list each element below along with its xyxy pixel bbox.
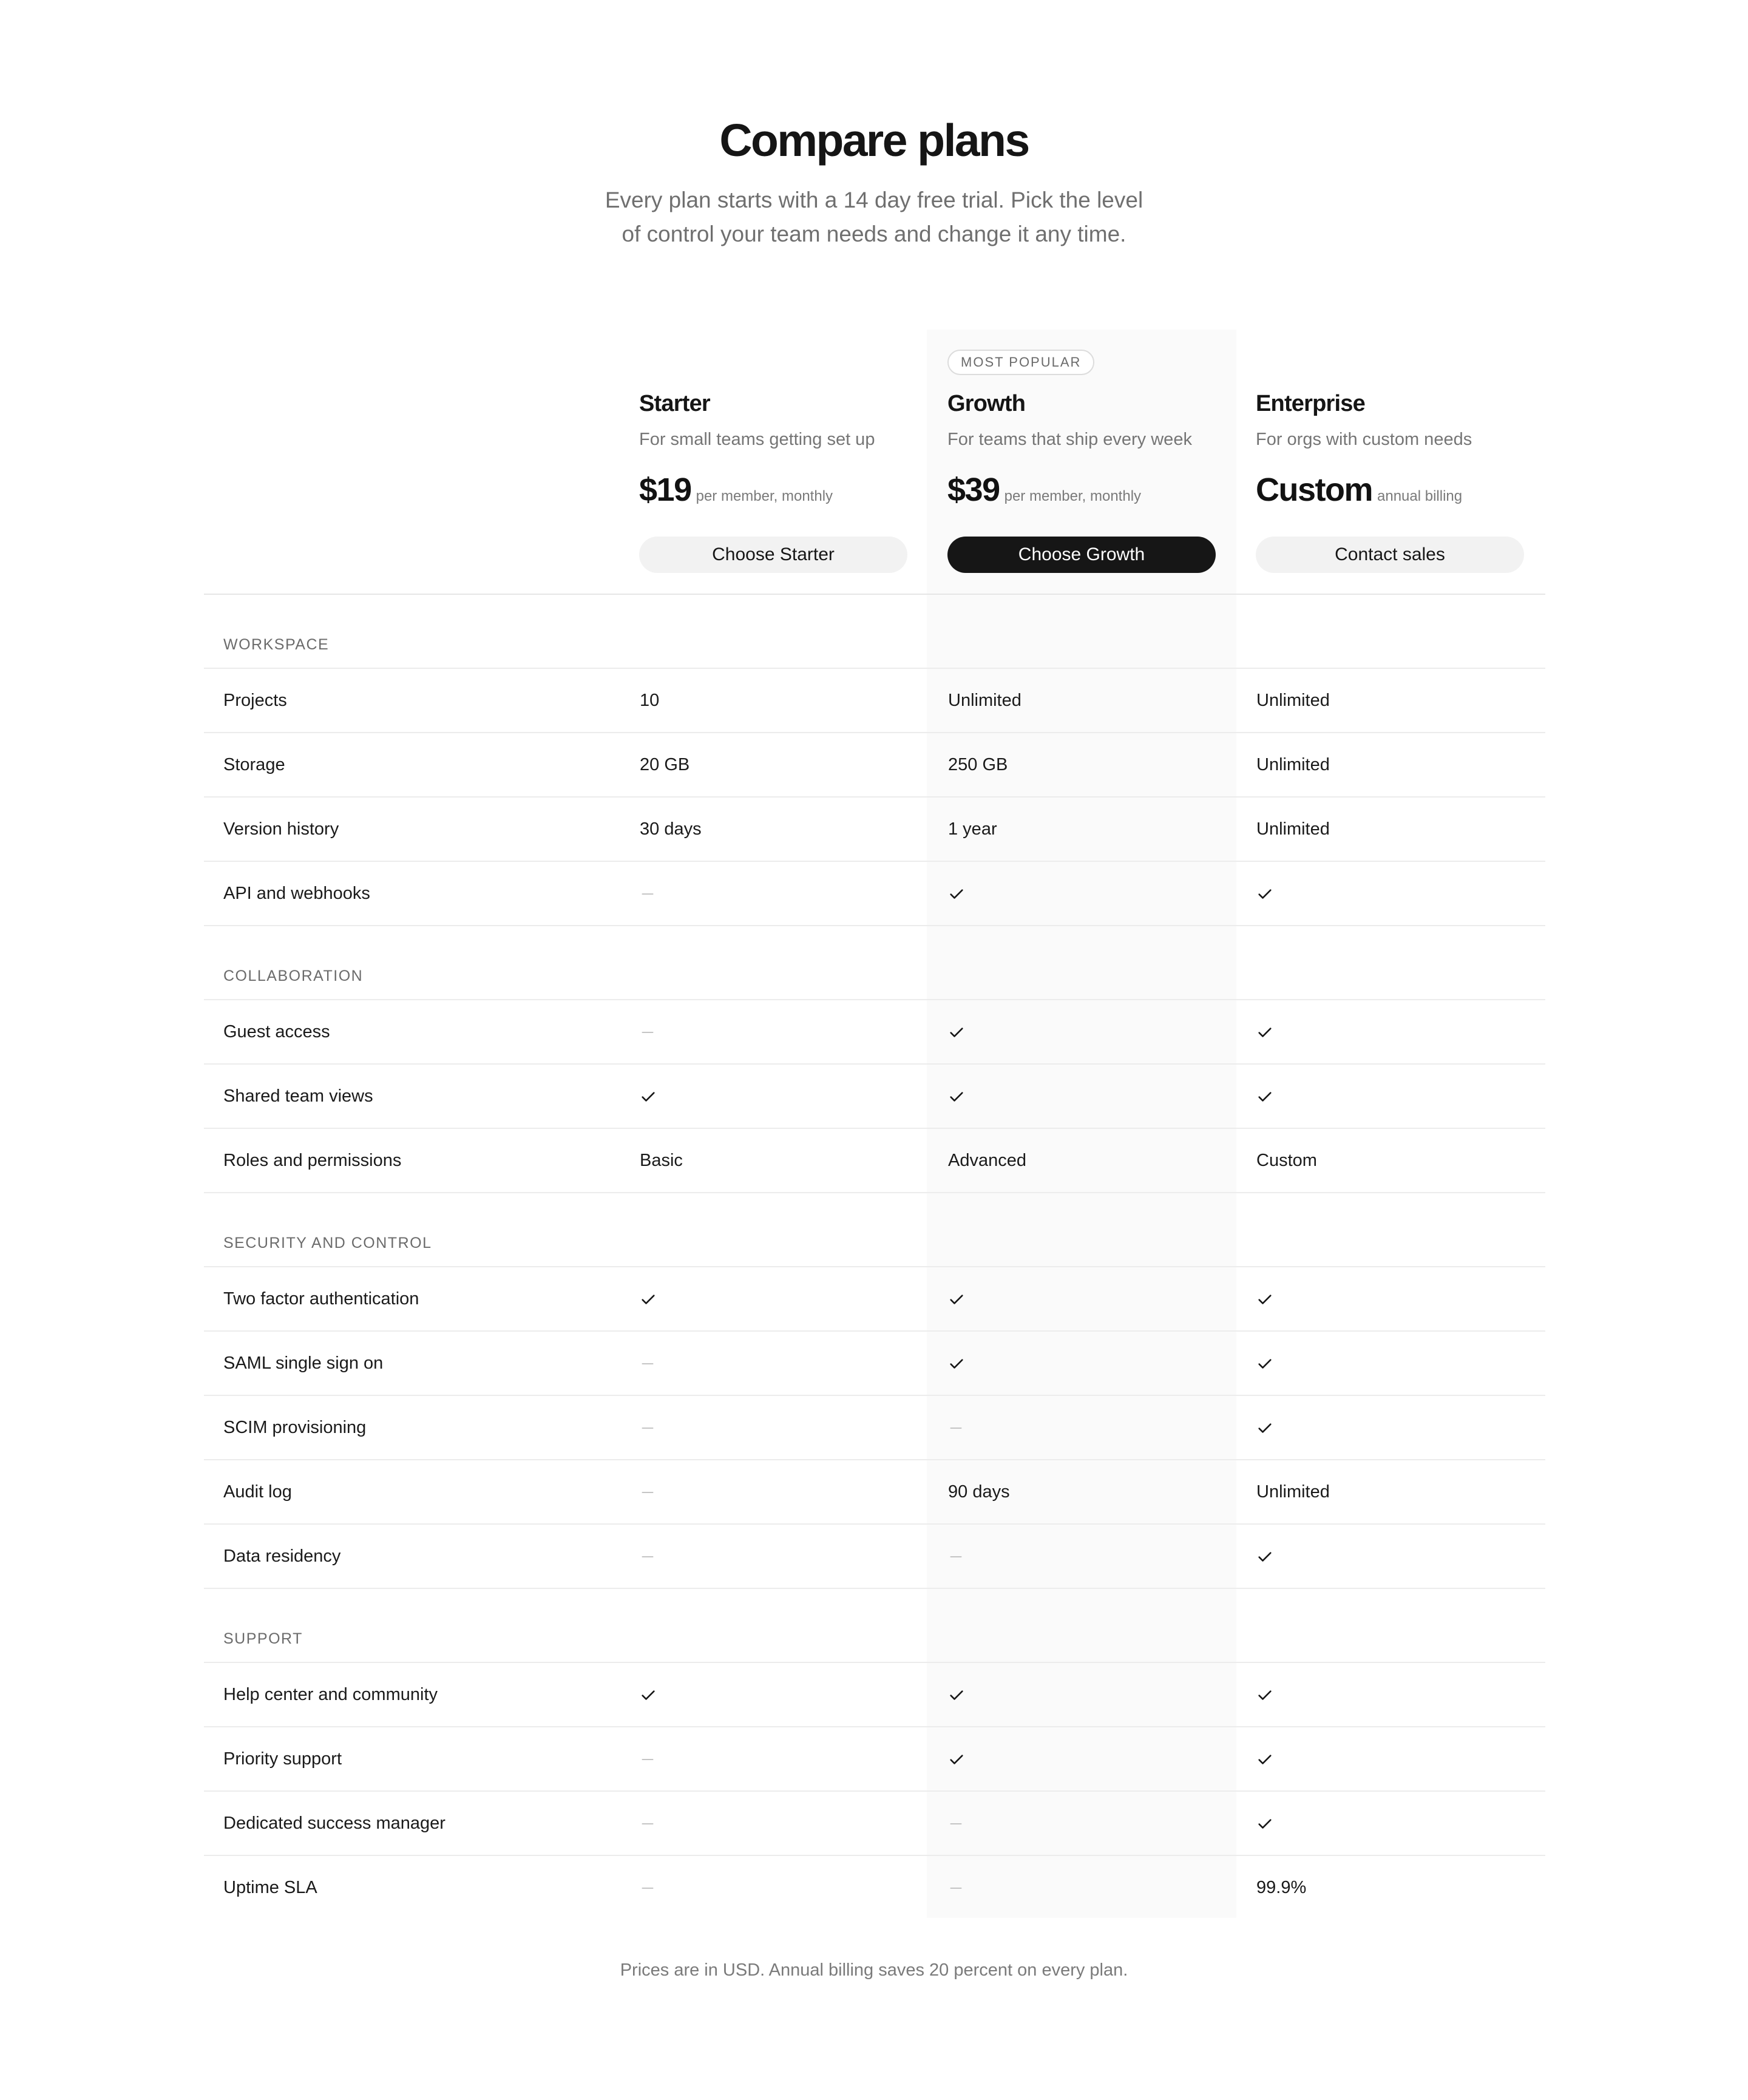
- plan-price-row: [639, 471, 833, 509]
- table-row: [204, 1525, 1545, 1589]
- check-icon: [1256, 1396, 1273, 1459]
- plan-name: Starter: [639, 391, 710, 416]
- check-icon: [1256, 1000, 1273, 1063]
- check-icon: [640, 1663, 657, 1726]
- section-heading: [204, 926, 1545, 1000]
- dash-icon: [640, 1525, 656, 1588]
- feature-value: Unlimited: [1256, 1482, 1330, 1502]
- dash-icon: [640, 862, 656, 925]
- section-title: SUPPORT: [223, 1630, 303, 1647]
- feature-value: Basic: [640, 1151, 683, 1170]
- dash-icon: [640, 1000, 656, 1063]
- check-icon: [640, 1267, 657, 1330]
- plan-description: For small teams getting set up: [639, 430, 875, 449]
- plan-price-row: [947, 471, 1141, 509]
- table-row: [204, 1856, 1545, 1920]
- feature-value: Unlimited: [1256, 819, 1330, 839]
- check-icon: [1256, 1663, 1273, 1726]
- section-heading: [204, 595, 1545, 669]
- subtitle-line-1: Every plan starts with a 14 day free trial. Pick the level: [605, 188, 1143, 212]
- dash-icon: [948, 1396, 964, 1459]
- check-icon: [640, 1065, 657, 1128]
- section-heading: [204, 1589, 1545, 1663]
- dash-icon: [948, 1525, 964, 1588]
- check-icon: [1256, 862, 1273, 925]
- feature-name: Help center and community: [223, 1685, 438, 1704]
- table-row: [204, 1000, 1545, 1065]
- section-title: SECURITY AND CONTROL: [223, 1235, 432, 1252]
- check-icon: [948, 1000, 965, 1063]
- contact-sales-button[interactable]: Contact sales: [1256, 537, 1524, 573]
- dash-icon: [640, 1332, 656, 1395]
- feature-name: Dedicated success manager: [223, 1814, 445, 1833]
- feature-value: 250 GB: [948, 755, 1008, 774]
- table-row: [204, 733, 1545, 798]
- feature-value: 20 GB: [640, 755, 690, 774]
- feature-value: Custom: [1256, 1151, 1317, 1170]
- plan-card-enterprise: [1235, 328, 1545, 583]
- choose-growth-button[interactable]: Choose Growth: [947, 537, 1216, 573]
- feature-name: Version history: [223, 819, 339, 839]
- check-icon: [1256, 1727, 1273, 1790]
- feature-name: Projects: [223, 691, 287, 710]
- feature-name: Uptime SLA: [223, 1878, 317, 1897]
- choose-starter-button[interactable]: Choose Starter: [639, 537, 907, 573]
- feature-name: Guest access: [223, 1022, 330, 1042]
- table-row: [204, 1792, 1545, 1856]
- plan-card-growth: [927, 328, 1236, 583]
- plan-name: Growth: [947, 391, 1026, 416]
- plan-price-note: annual billing: [1377, 488, 1463, 504]
- feature-value: 10: [640, 691, 660, 710]
- check-icon: [1256, 1792, 1273, 1855]
- check-icon: [1256, 1525, 1273, 1588]
- table-row: [204, 1129, 1545, 1193]
- check-icon: [948, 1727, 965, 1790]
- plan-card-starter: [618, 328, 928, 583]
- dash-icon: [640, 1396, 656, 1459]
- dash-icon: [640, 1792, 656, 1855]
- plan-description: For orgs with custom needs: [1256, 430, 1472, 449]
- plan-price: $39: [947, 472, 1000, 508]
- table-row: [204, 669, 1545, 733]
- feature-value: 30 days: [640, 819, 702, 839]
- feature-name: API and webhooks: [223, 884, 370, 903]
- table-row: [204, 862, 1545, 926]
- check-icon: [948, 1065, 965, 1128]
- dash-icon: [948, 1856, 964, 1919]
- page-title: Compare plans: [719, 115, 1029, 166]
- check-icon: [1256, 1267, 1273, 1330]
- section-title: WORKSPACE: [223, 636, 330, 653]
- check-icon: [948, 862, 965, 925]
- feature-value: Unlimited: [1256, 691, 1330, 710]
- feature-name: Priority support: [223, 1749, 342, 1769]
- check-icon: [948, 1332, 965, 1395]
- plan-name: Enterprise: [1256, 391, 1365, 416]
- table-row: [204, 1396, 1545, 1460]
- check-icon: [948, 1267, 965, 1330]
- dash-icon: [948, 1792, 964, 1855]
- feature-value: Unlimited: [1256, 755, 1330, 774]
- plan-price: $19: [639, 472, 691, 508]
- dash-icon: [640, 1460, 656, 1523]
- feature-value: 99.9%: [1256, 1878, 1307, 1897]
- table-row: [204, 1727, 1545, 1792]
- feature-value: 1 year: [948, 819, 997, 839]
- dash-icon: [640, 1727, 656, 1790]
- subtitle-line-2: of control your team needs and change it any time.: [622, 222, 1126, 246]
- plan-price-note: per member, monthly: [1004, 488, 1142, 504]
- table-row: [204, 1460, 1545, 1525]
- feature-name: Storage: [223, 755, 285, 774]
- check-icon: [948, 1663, 965, 1726]
- feature-name: SAML single sign on: [223, 1353, 384, 1373]
- plan-price: Custom: [1256, 472, 1372, 508]
- plan-price-note: per member, monthly: [696, 488, 833, 504]
- table-row: [204, 1663, 1545, 1727]
- plan-description: For teams that ship every week: [947, 430, 1192, 449]
- most-popular-badge: MOST POPULAR: [947, 350, 1094, 375]
- table-row: [204, 1332, 1545, 1396]
- feature-value: 90 days: [948, 1482, 1010, 1502]
- dash-icon: [640, 1856, 656, 1919]
- plan-price-row: [1256, 471, 1462, 509]
- pricing-footnote: Prices are in USD. Annual billing saves 20 percent on every plan.: [620, 1960, 1128, 1980]
- table-row: [204, 1065, 1545, 1129]
- section-heading: [204, 1193, 1545, 1267]
- feature-value: Unlimited: [948, 691, 1021, 710]
- feature-name: Audit log: [223, 1482, 292, 1502]
- table-row: [204, 798, 1545, 862]
- feature-value: Advanced: [948, 1151, 1026, 1170]
- page-subtitle: [0, 183, 1748, 251]
- table-row: [204, 1267, 1545, 1332]
- feature-name: SCIM provisioning: [223, 1418, 367, 1437]
- feature-name: Roles and permissions: [223, 1151, 402, 1170]
- section-title: COLLABORATION: [223, 967, 364, 984]
- feature-name: Data residency: [223, 1546, 341, 1566]
- feature-name: Shared team views: [223, 1086, 373, 1106]
- comparison-table: [204, 595, 1545, 1920]
- check-icon: [1256, 1065, 1273, 1128]
- check-icon: [1256, 1332, 1273, 1395]
- feature-name: Two factor authentication: [223, 1289, 419, 1309]
